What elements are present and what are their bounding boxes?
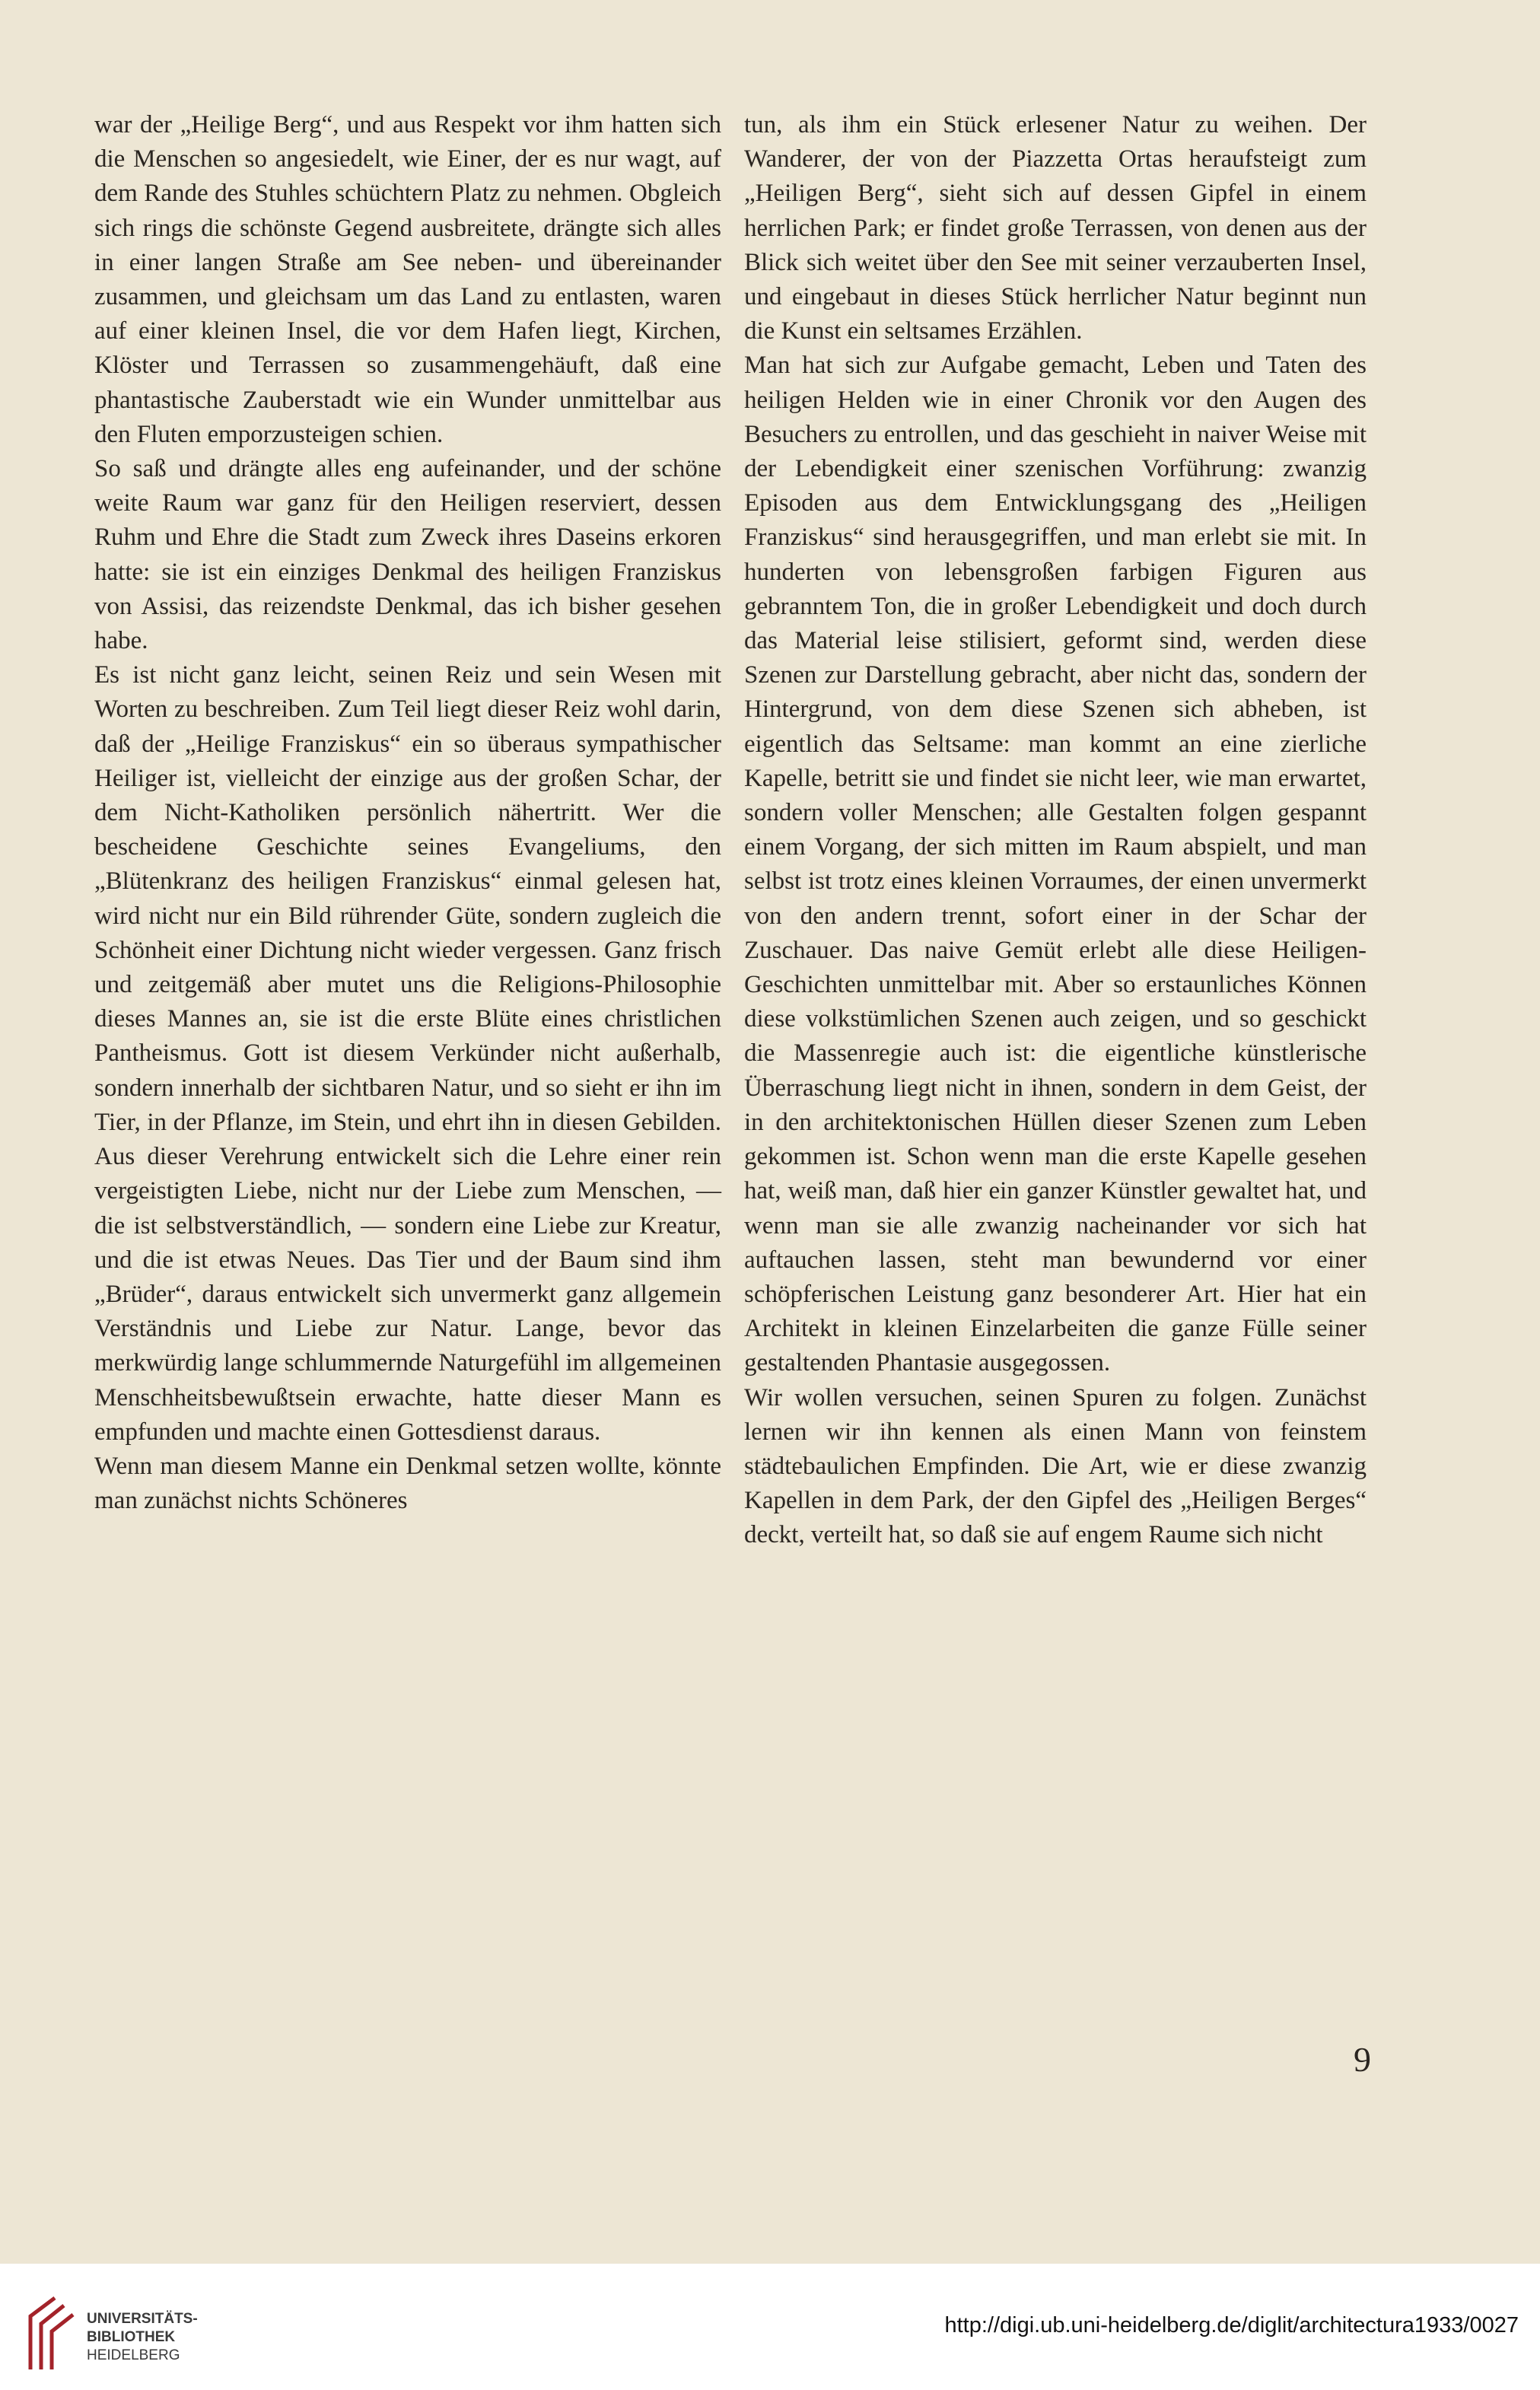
paragraph: So saß und drängte alles eng aufeinander, und der schöne weite Raum war ganz für den Heiligen reserviert, dessen Ruhm und Ehre die Stadt zum Zweck ihres Daseins erkoren hatte: sie ist ein einziges Denkmal des heiligen Franziskus von Assisi, das reizendste Denkmal, das ich bisher gesehen habe. [94,455,721,655]
left-text-column [94,108,721,1518]
page-number: 9 [1354,2040,1371,2079]
paragraph: war der „Heilige Berg“, und aus Respekt vor ihm hatten sich die Menschen so angesiedelt, wie Einer, der es nur wagt, auf dem Rande des Stuhles schüchtern Platz zu nehmen. Obgleich sich rings die schönste Gegend ausbreitete, drängte sich alles in einer langen Straße am See neben- und übereinander zusammen, und gleichsam um das Land zu entlasten, waren auf einer kleinen Insel, die vor dem Hafen liegt, Kirchen, Klöster und Terrassen so zusammengehäuft, daß eine phantastische Zauberstadt wie ein Wunder unmittelbar aus den Fluten emporzusteigen schien. [94,111,721,448]
library-line: HEIDELBERG [87,2347,180,2363]
library-logo-icon [24,2293,78,2377]
right-text-column [744,108,1367,1553]
paragraph: Es ist nicht ganz leicht, seinen Reiz und sein Wesen mit Worten zu beschreiben. Zum Teil liegt dieser Reiz wohl darin, daß der „Heilige Franziskus“ ein so überaus sympathischer Heiliger ist, vielleicht der einzige aus der großen Schar, der dem Nicht-Katholiken persönlich nähertritt. Wer die bescheidene Geschichte seines Evangeliums, den „Blütenkranz des heiligen Franziskus“ einmal gelesen hat, wird nicht nur ein Bild rührender Güte, sondern zugleich die Schönheit einer Dichtung nicht wieder vergessen. Ganz frisch und zeitgemäß aber mutet uns die Religions-Philosophie dieses Mannes an, sie ist die erste Blüte eines christlichen Pantheismus. Gott ist diesem Verkünder nicht außerhalb, sondern innerhalb der sichtbaren Natur, und so sieht er ihn im Tier, in der Pflanze, im Stein, und ehrt ihn in diesen Gebilden. Aus dieser Verehrung entwickelt sich die Lehre einer rein vergeistigten Liebe, nicht nur der Liebe zum Menschen, — die ist selbstverständlich, — sondern eine Liebe zur Kreatur, und die ist etwas Neues. Das Tier und der Baum sind ihm „Brüder“, daraus entwickelt sich unvermerkt ganz allgemein Verständnis und Liebe zur Natur. Lange, bevor das merkwürdig lange schlummernde Naturgefühl im allgemeinen Menschheitsbewußtsein erwachte, hatte dieser Mann es empfunden und machte einen Gottesdienst daraus. [94,661,721,1446]
library-name [87,2310,198,2365]
source-url-link[interactable]: http://digi.ub.uni-heidelberg.de/diglit/architectura1933/0027 [944,2313,1519,2337]
library-line: BIBLIOTHEK [87,2329,176,2345]
paragraph: Wenn man diesem Manne ein Denkmal setzen wollte, könnte man zunächst nichts Schöneres [94,1452,721,1515]
paragraph: Man hat sich zur Aufgabe gemacht, Leben und Taten des heiligen Helden wie in einer Chronik vor den Augen des Besuchers zu entrollen, und das geschieht in naiver Weise mit der Lebendigkeit einer szenischen Vorführung: zwanzig Episoden aus dem Entwicklungsgang des „Heiligen Franziskus“ sind herausgegriffen, und man erlebt sie mit. In hunderten von lebensgroßen farbigen Figuren aus gebranntem Ton, die in großer Lebendigkeit und doch durch das Material leise stilisiert, geformt sind, werden diese Szenen zur Darstellung gebracht, aber nicht das, sondern der Hintergrund, von dem diese Szenen sich abheben, ist eigentlich das Seltsame: man kommt an eine zierliche Kapelle, betritt sie und findet sie nicht leer, wie man erwartet, sondern voller Menschen; alle Gestalten folgen gespannt einem Vorgang, der sich mitten im Raum abspielt, und man selbst ist trotz eines kleinen Vorraumes, der einen unvermerkt von den andern trennt, sofort einer in der Schar der Zuschauer. Das naive Gemüt erlebt alle diese Heiligen-Geschichten unmittelbar mit. Aber so erstaunliches Können diese volkstümlichen Szenen auch zeigen, und so geschickt die Massenregie auch ist: die eigentliche künstlerische Überraschung liegt nicht in ihnen, sondern in dem Geist, der in den architektonischen Hüllen dieser Szenen zum Leben gekommen ist. Schon wenn man die erste Kapelle gesehen hat, weiß man, daß hier ein ganzer Künstler gewaltet hat, und wenn man sie alle zwanzig nacheinander vor sich hat auftauchen lassen, steht man bewundernd vor einer schöpferischen Leistung ganz besonderer Art. Hier hat ein Architekt in kleinen Einzelarbeiten die ganze Fülle seiner gestaltenden Phantasie ausgegossen. [744,352,1367,1377]
paragraph: tun, als ihm ein Stück erlesener Natur zu weihen. Der Wanderer, der von der Piazzetta Ortas heraufsteigt zum „Heiligen Berg“, sieht sich auf dessen Gipfel in einem herrlichen Park; er findet große Terrassen, von denen aus der Blick sich weitet über den See mit seiner verzauberten Insel, und eingebaut in dieses Stück herrlicher Natur beginnt nun die Kunst ein seltsames Erzählen. [744,111,1367,345]
library-line: UNIVERSITÄTS- [87,2311,198,2327]
paragraph: Wir wollen versuchen, seinen Spuren zu folgen. Zunächst lernen wir ihn kennen als einen Mann von feinstem städtebaulichen Empfinden. Die Art, wie er diese zwanzig Kapellen in dem Park, der den Gipfel des „Heiligen Berges“ deckt, verteilt hat, so daß sie auf engem Raume sich nicht [744,1383,1367,1549]
